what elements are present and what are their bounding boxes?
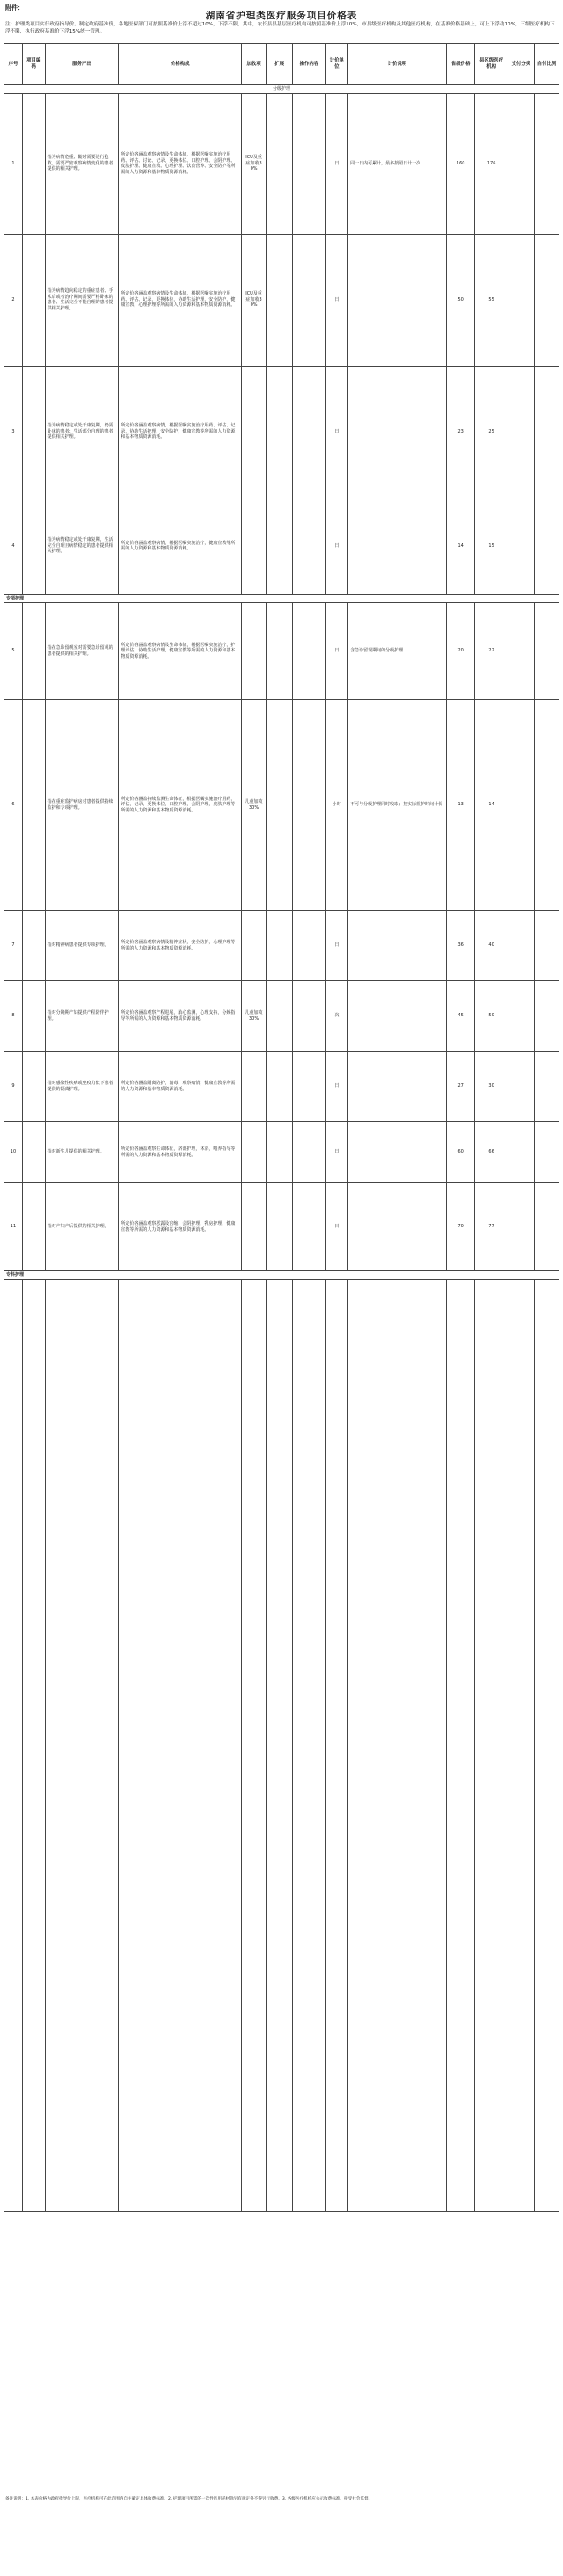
col-pay: 支付分类 bbox=[508, 44, 534, 85]
row-outcome: 指对分娩期产妇提供产程陪伴护理。 bbox=[45, 981, 119, 1052]
col-no: 序号 bbox=[4, 44, 23, 85]
row-code bbox=[22, 1052, 45, 1122]
row-price-provincial: 45 bbox=[446, 981, 475, 1052]
row-code bbox=[22, 93, 45, 234]
row-price-county: 25 bbox=[475, 366, 508, 498]
row-unit: 日 bbox=[325, 911, 348, 981]
col-plus: 加收项 bbox=[242, 44, 267, 85]
row-plus bbox=[242, 911, 267, 981]
row-content: 所定价格涵盖观察恶露及宫缩，会阴护理，乳房护理，健康宣教等所需的人力资源和基本物质资源消耗。 bbox=[119, 1183, 242, 1271]
row-content: 所定价格涵盖观察病情，根据医嘱实施治疗用药、评估、记录，协助生活护理，安全防护，健康宣教等所需的人力资源和基本物质资源消耗。 bbox=[119, 366, 242, 498]
row-pay bbox=[508, 1052, 534, 1122]
row-self bbox=[535, 1052, 559, 1122]
row-plus: ICU及重症加收30% bbox=[242, 93, 267, 234]
table-row bbox=[4, 1122, 559, 1183]
table-row bbox=[4, 366, 559, 498]
section-row: 专项护理 bbox=[4, 594, 559, 603]
row-extra bbox=[267, 93, 293, 234]
row-plus bbox=[242, 498, 267, 594]
row-extra-desc bbox=[293, 700, 325, 911]
row-explain: 不可与分级护理同时收取；按实际监护时间计价 bbox=[348, 700, 447, 911]
row-price-county: 40 bbox=[475, 911, 508, 981]
row-extra bbox=[267, 1122, 293, 1183]
row-extra bbox=[267, 1183, 293, 1271]
row-content: 所定价格涵盖观察生命体征，脐部护理，沐浴，喂养指导等所需的人力资源和基本物质资源消耗。 bbox=[119, 1122, 242, 1183]
row-explain bbox=[348, 498, 447, 594]
row-no: 1 bbox=[4, 93, 23, 234]
row-price-provincial: 27 bbox=[446, 1052, 475, 1122]
row-plus bbox=[242, 603, 267, 700]
row-plus bbox=[242, 1183, 267, 1271]
row-no: 11 bbox=[4, 1183, 23, 1271]
price-table bbox=[4, 43, 559, 2212]
row-content: 所定价格涵盖观察病情，根据医嘱实施治疗，健康宣教等所需的人力资源和基本物质资源消耗。 bbox=[119, 498, 242, 594]
table-row bbox=[4, 1183, 559, 1271]
row-code bbox=[22, 498, 45, 594]
row-pay bbox=[508, 498, 534, 594]
row-price-provincial: 20 bbox=[446, 603, 475, 700]
row-no: 4 bbox=[4, 498, 23, 594]
row-price-county: 66 bbox=[475, 1122, 508, 1183]
row-price-county: 15 bbox=[475, 498, 508, 594]
table-row bbox=[4, 911, 559, 981]
row-pay bbox=[508, 603, 534, 700]
row-self bbox=[535, 1183, 559, 1271]
row-explain: 含急诊留观期间的分级护理 bbox=[348, 603, 447, 700]
row-unit: 小时 bbox=[325, 700, 348, 911]
row-extra-desc bbox=[293, 498, 325, 594]
row-code bbox=[22, 911, 45, 981]
row-extra bbox=[267, 603, 293, 700]
row-extra-desc bbox=[293, 234, 325, 366]
col-extra-item: 扩展 bbox=[267, 44, 293, 85]
row-extra bbox=[267, 981, 293, 1052]
row-price-provincial: 23 bbox=[446, 366, 475, 498]
row-no: 9 bbox=[4, 1052, 23, 1122]
row-price-county: 55 bbox=[475, 234, 508, 366]
row-price-county: 22 bbox=[475, 603, 508, 700]
row-outcome: 指为病情危重、随时需要进行抢救、需要严密观察病情变化的患者提供的相关护理。 bbox=[45, 93, 119, 234]
table-row bbox=[4, 981, 559, 1052]
row-content: 所定价格涵盖持续监测生命体征，根据医嘱实施治疗用药，评估，记录，更换体位，口腔护理，会阴护理，皮肤护理等所需的人力资源和基本物质资源消耗。 bbox=[119, 700, 242, 911]
row-extra bbox=[267, 234, 293, 366]
row-outcome: 指对精神病患者提供专项护理。 bbox=[45, 911, 119, 981]
row-plus bbox=[242, 366, 267, 498]
row-extra-desc bbox=[293, 981, 325, 1052]
row-content: 所定价格涵盖观察病情及精神症状，安全防护，心理护理等所需的人力资源和基本物质资源消耗。 bbox=[119, 911, 242, 981]
row-price-county: 30 bbox=[475, 1052, 508, 1122]
col-code: 项目编码 bbox=[22, 44, 45, 85]
row-self bbox=[535, 911, 559, 981]
row-content: 所定价格涵盖观察病情及生命体征，根据医嘱实施治疗用药、评估、讨论、记录，更换体位、口腔护理、会阴护理、皮肤护理、健康宣教、心理护理、饮食营养、安全防护等所需的人力资源和基本物质资源消耗。 bbox=[119, 93, 242, 234]
row-explain bbox=[348, 366, 447, 498]
row-price-county: 14 bbox=[475, 700, 508, 911]
row-extra bbox=[267, 498, 293, 594]
row-code bbox=[22, 1183, 45, 1271]
section-row: 分级护理 bbox=[4, 85, 559, 94]
row-pay bbox=[508, 911, 534, 981]
row-extra-desc bbox=[293, 1052, 325, 1122]
row-extra bbox=[267, 366, 293, 498]
col-content: 价格构成 bbox=[119, 44, 242, 85]
row-unit: 日 bbox=[325, 234, 348, 366]
section-row: 专科护理 bbox=[4, 1271, 559, 1280]
row-price-county: 50 bbox=[475, 981, 508, 1052]
row-pay bbox=[508, 1122, 534, 1183]
page-title: 湖南省护理类医疗服务项目价格表 bbox=[205, 11, 358, 21]
row-price-county: 176 bbox=[475, 93, 508, 234]
row-explain bbox=[348, 1052, 447, 1122]
row-outcome: 指为病情稳定或处于康复期，生活完全自理且病情稳定的患者提供相关护理。 bbox=[45, 498, 119, 594]
row-extra-desc bbox=[293, 1183, 325, 1271]
row-content: 所定价格涵盖观察产程进展，胎心监测，心理支持，分娩指导等所需的人力资源和基本物质资源消耗。 bbox=[119, 981, 242, 1052]
table-row bbox=[4, 498, 559, 594]
footnote: 备注说明：1. 本表价格为政府指导价上限，医疗机构可在此范围内自主确定具体收费标准。2. 护理项目所需的一次性医用耗材除另有规定外不得另行收费。3. 各级医疗机构应公示收费标准，接受社会监督。 bbox=[5, 2497, 373, 2501]
table-row-filler bbox=[4, 1279, 559, 2211]
row-extra-desc bbox=[293, 366, 325, 498]
row-plus bbox=[242, 1122, 267, 1183]
row-explain bbox=[348, 911, 447, 981]
header-note: 注：护理类项目实行政府指导价。制定政府基准价，各地医保部门可按照基准价上浮不超过10%，下浮不限，其中，农长县县基层医疗机构可按照基准价上浮10%，市县级医疗机构及其他医疗机构，在基准价格基础上，可上下浮动10%，三级医疗机构下浮不限，执行政府基准价下浮15%统一管理。 bbox=[5, 22, 555, 34]
row-self bbox=[535, 1122, 559, 1183]
row-content: 所定价格涵盖观察病情及生命体征，根据医嘱实施治疗，护理评估，协助生活护理，健康宣教等所需的人力资源和基本物质资源消耗。 bbox=[119, 603, 242, 700]
row-outcome: 指为病情趋向稳定的重症患者、手术后或者治疗期间需要严格卧床的患者、生活完全不能自理的患者提供相关护理。 bbox=[45, 234, 119, 366]
col-price-provincial: 省级价格 bbox=[446, 44, 475, 85]
row-pay bbox=[508, 981, 534, 1052]
row-outcome: 指在重症监护病房对患者提供持续监护和专项护理。 bbox=[45, 700, 119, 911]
row-price-provincial: 160 bbox=[446, 93, 475, 234]
row-plus: 儿童加收30% bbox=[242, 700, 267, 911]
row-no: 10 bbox=[4, 1122, 23, 1183]
row-outcome: 指为病情稳定或处于康复期，仍需卧床的患者；生活部分自理的患者提供相关护理。 bbox=[45, 366, 119, 498]
row-unit: 日 bbox=[325, 93, 348, 234]
col-self: 自付比例 bbox=[535, 44, 559, 85]
row-unit: 日 bbox=[325, 1052, 348, 1122]
table-row bbox=[4, 93, 559, 234]
row-price-county: 77 bbox=[475, 1183, 508, 1271]
row-unit: 日 bbox=[325, 1183, 348, 1271]
row-code bbox=[22, 603, 45, 700]
row-code bbox=[22, 234, 45, 366]
row-price-provincial: 60 bbox=[446, 1122, 475, 1183]
col-extra-desc: 操作内容 bbox=[293, 44, 325, 85]
row-self bbox=[535, 700, 559, 911]
row-no: 2 bbox=[4, 234, 23, 366]
row-code bbox=[22, 981, 45, 1052]
row-extra bbox=[267, 911, 293, 981]
table-row bbox=[4, 700, 559, 911]
table-row bbox=[4, 603, 559, 700]
row-outcome: 指对新生儿提供的相关护理。 bbox=[45, 1122, 119, 1183]
attachment-label: 附件： bbox=[5, 4, 24, 11]
row-pay bbox=[508, 366, 534, 498]
row-no: 3 bbox=[4, 366, 23, 498]
row-extra-desc bbox=[293, 911, 325, 981]
row-extra-desc bbox=[293, 603, 325, 700]
row-content: 所定价格涵盖隔离防护，消毒，观察病情，健康宣教等所需的人力资源和基本物质资源消耗。 bbox=[119, 1052, 242, 1122]
row-self bbox=[535, 93, 559, 234]
row-unit: 日 bbox=[325, 603, 348, 700]
table-row bbox=[4, 234, 559, 366]
row-explain bbox=[348, 981, 447, 1052]
row-code bbox=[22, 700, 45, 911]
col-price-county: 县区级医疗机构 bbox=[475, 44, 508, 85]
row-price-provincial: 50 bbox=[446, 234, 475, 366]
row-no: 6 bbox=[4, 700, 23, 911]
row-extra bbox=[267, 700, 293, 911]
row-extra-desc bbox=[293, 93, 325, 234]
row-code bbox=[22, 1122, 45, 1183]
row-plus bbox=[242, 1052, 267, 1122]
col-name: 服务产出 bbox=[45, 44, 119, 85]
row-unit: 日 bbox=[325, 1122, 348, 1183]
row-unit: 日 bbox=[325, 498, 348, 594]
row-content: 所定价格涵盖观察病情及生命体征，根据医嘱实施治疗用药、评估、记录，更换体位，协助生活护理，安全防护，健康宣教，心理护理等所需的人力资源和基本物质资源消耗。 bbox=[119, 234, 242, 366]
row-self bbox=[535, 981, 559, 1052]
row-extra bbox=[267, 1052, 293, 1122]
col-unit: 计价单位 bbox=[325, 44, 348, 85]
row-outcome: 指对产妇产后提供的相关护理。 bbox=[45, 1183, 119, 1271]
row-self bbox=[535, 234, 559, 366]
row-price-provincial: 13 bbox=[446, 700, 475, 911]
row-explain: 同一日内可累计，最多按照日计一次 bbox=[348, 93, 447, 234]
row-outcome: 指对感染性疾病或免疫力低下患者提供的隔离护理。 bbox=[45, 1052, 119, 1122]
row-self bbox=[535, 498, 559, 594]
row-explain bbox=[348, 1183, 447, 1271]
row-price-provincial: 70 bbox=[446, 1183, 475, 1271]
row-explain bbox=[348, 1122, 447, 1183]
row-unit: 日 bbox=[325, 366, 348, 498]
row-pay bbox=[508, 1183, 534, 1271]
row-extra-desc bbox=[293, 1122, 325, 1183]
row-code bbox=[22, 366, 45, 498]
row-plus: ICU及重症加收30% bbox=[242, 234, 267, 366]
row-price-provincial: 36 bbox=[446, 911, 475, 981]
row-plus: 儿童加收30% bbox=[242, 981, 267, 1052]
row-no: 5 bbox=[4, 603, 23, 700]
table-row bbox=[4, 1052, 559, 1122]
row-pay bbox=[508, 93, 534, 234]
row-pay bbox=[508, 234, 534, 366]
col-explain: 计价说明 bbox=[348, 44, 447, 85]
row-price-provincial: 14 bbox=[446, 498, 475, 594]
row-outcome: 指在急诊留观室对需要急诊留观的患者提供的相关护理。 bbox=[45, 603, 119, 700]
row-no: 8 bbox=[4, 981, 23, 1052]
row-no: 7 bbox=[4, 911, 23, 981]
row-self bbox=[535, 366, 559, 498]
row-explain bbox=[348, 234, 447, 366]
row-unit: 次 bbox=[325, 981, 348, 1052]
row-pay bbox=[508, 700, 534, 911]
row-self bbox=[535, 603, 559, 700]
